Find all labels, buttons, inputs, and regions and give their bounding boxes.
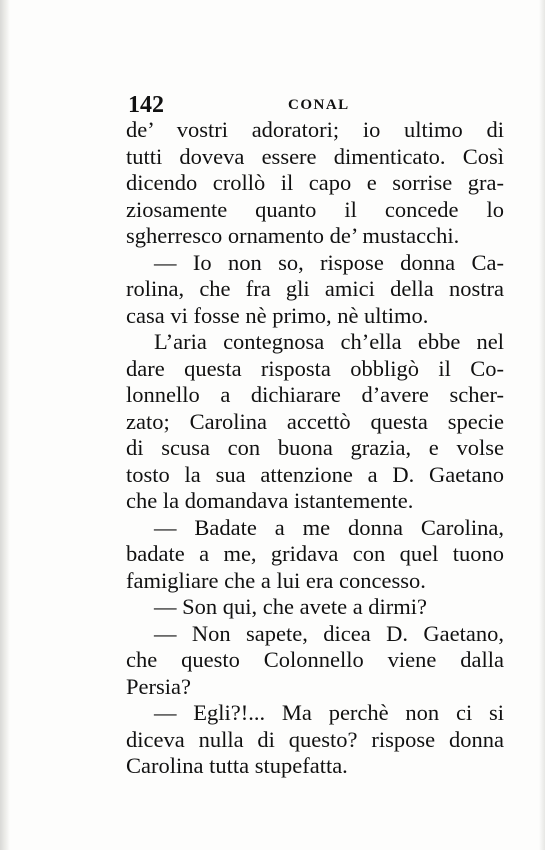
text-line: che questo Colonnello viene dalla	[126, 647, 504, 672]
text-line: L’aria contegnosa ch’ella ebbe nel	[154, 329, 504, 354]
page-edge-left	[0, 0, 10, 850]
text-line: tosto la sua attenzione a D. Gaetano	[126, 461, 504, 487]
text-line: — Non sapete, dicea D. Gaetano,	[154, 620, 504, 646]
text-line: dare questa risposta obbligò il Co-	[126, 355, 504, 381]
text-line: casa vi fosse nè primo, nè ultimo.	[126, 302, 429, 328]
text-line: Persia?	[126, 673, 191, 699]
text-line: badate a me, gridava con quel tuono	[126, 541, 504, 566]
text-line: che la domandava istantemente.	[126, 488, 414, 513]
text-line: famigliare che a lui era concesso.	[126, 567, 426, 593]
text-line: rolina, che fra gli amici della nostra	[126, 276, 504, 301]
text-line: ziosamente quanto il concede lo	[126, 196, 504, 222]
body-text	[126, 117, 504, 780]
text-line: zato; Carolina accettò questa specie	[126, 408, 504, 434]
text-line: diceva nulla di questo? rispose donna	[126, 726, 504, 752]
running-title: CONAL	[288, 97, 350, 113]
text-line: lonnello a dichiarare d’avere scher-	[126, 382, 504, 407]
text-line: de’ vostri adoratori; io ultimo di	[126, 117, 504, 142]
text-line: Carolina tutta stupefatta.	[126, 753, 348, 778]
page-header	[128, 91, 506, 119]
text-line: — Badate a me donna Carolina,	[154, 514, 504, 540]
text-line: dicendo crollò il capo e sorrise gra-	[126, 170, 504, 195]
text-line: — Egli?!... Ma perchè non ci si	[154, 700, 504, 725]
text-line: — Io non so, rispose donna Ca-	[154, 249, 504, 275]
page-number: 142	[128, 92, 164, 118]
page-edge-right	[539, 0, 545, 850]
text-line: sgherresco ornamento de’ mustacchi.	[126, 223, 460, 248]
text-line: di scusa con buona grazia, e volse	[126, 435, 504, 460]
text-line: tutti doveva essere dimenticato. Così	[126, 143, 504, 169]
text-line: — Son qui, che avete a dirmi?	[154, 594, 428, 619]
